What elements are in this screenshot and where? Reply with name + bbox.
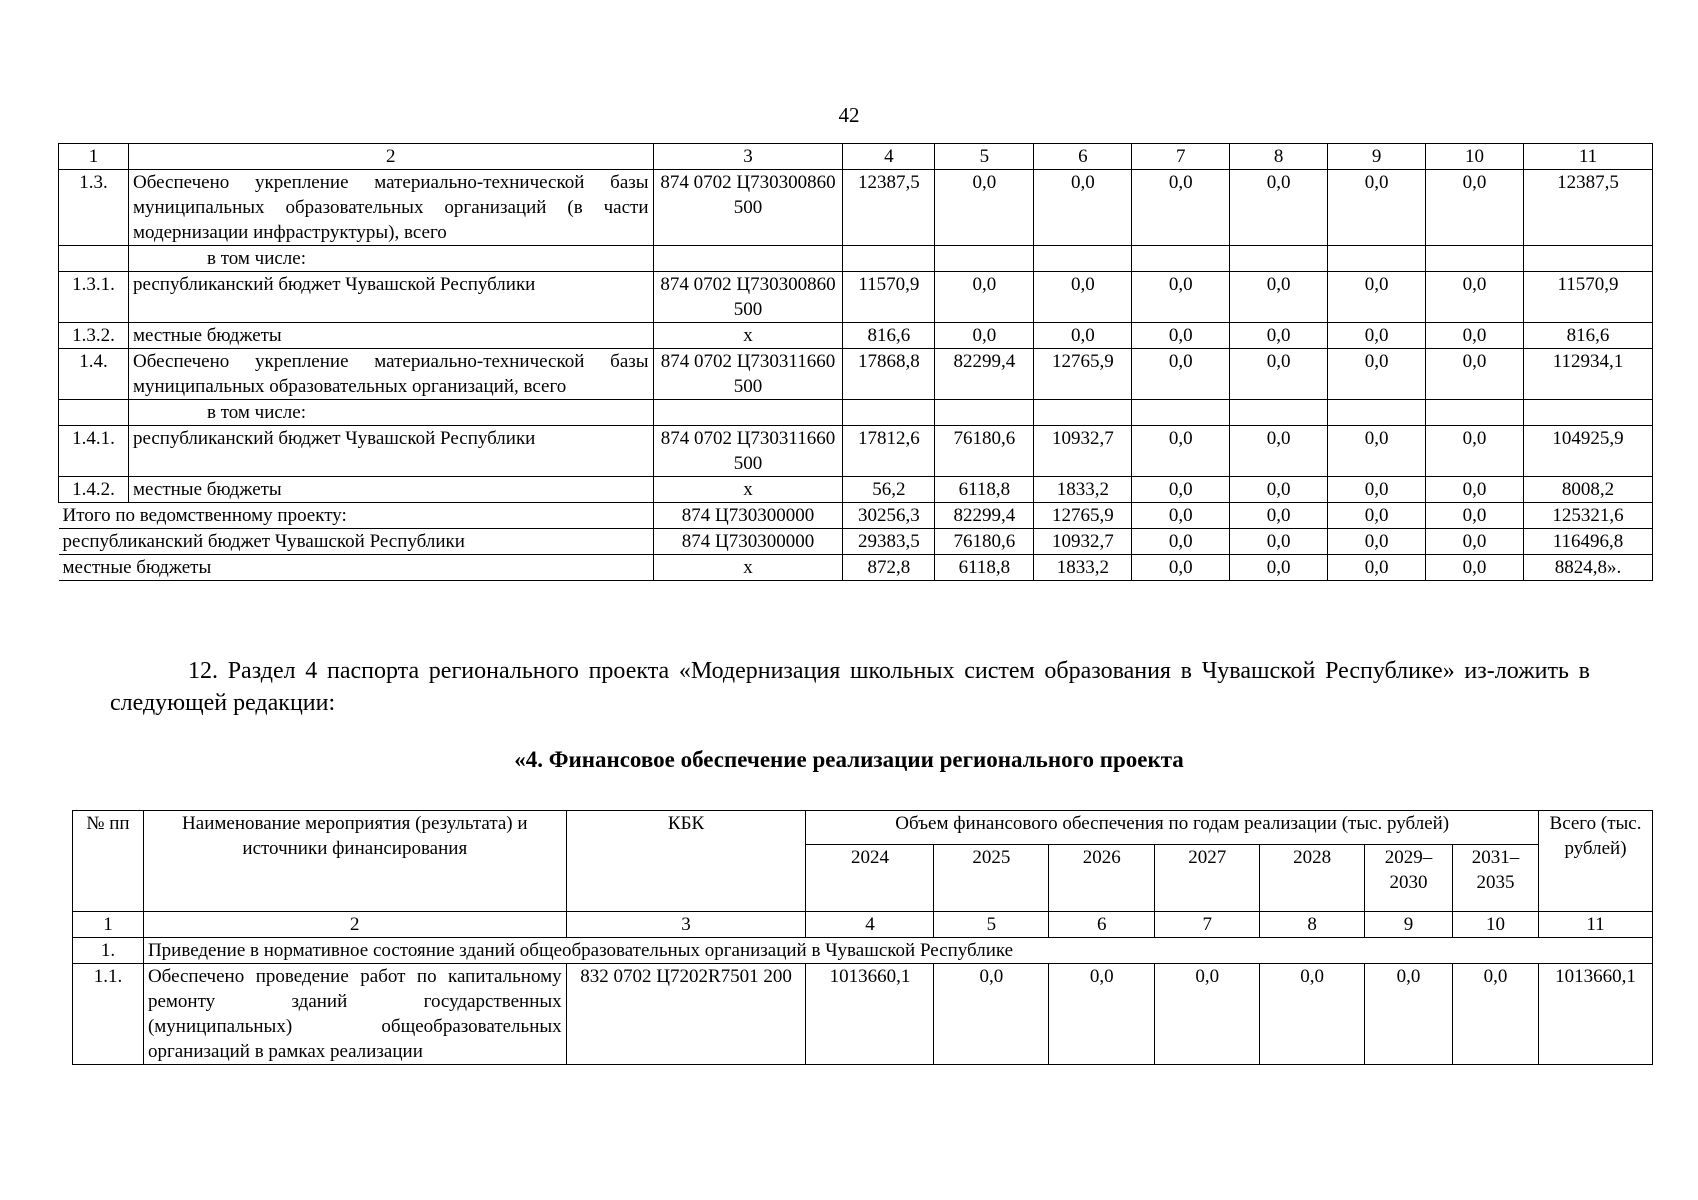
table-row [59, 349, 1653, 400]
row-value: 816,6 [843, 323, 935, 349]
row-value: 0,0 [935, 272, 1034, 323]
row-value: 0,0 [1132, 323, 1230, 349]
row-empty-cell [1034, 246, 1132, 272]
col-num-9: 9 [1365, 912, 1453, 938]
row-value: 82299,4 [935, 349, 1034, 400]
row-value: 76180,6 [935, 426, 1034, 477]
row-value: 12387,5 [1523, 170, 1652, 246]
row-value: 116496,8 [1523, 529, 1652, 555]
row-value: 872,8 [843, 555, 935, 581]
row-value: 82299,4 [935, 503, 1034, 529]
row-empty-cell [653, 400, 843, 426]
row-value: 0,0 [1132, 555, 1230, 581]
row-value: 0,0 [1132, 272, 1230, 323]
row-number: 1.3.1. [59, 272, 129, 323]
table-row [59, 529, 1653, 555]
row-value: 0,0 [1328, 272, 1426, 323]
row-value: 8824,8». [1523, 555, 1652, 581]
row-empty-cell [1328, 400, 1426, 426]
col-num-5: 5 [935, 144, 1034, 170]
header-year: 2027 [1155, 845, 1260, 912]
row-number: 1. [73, 938, 144, 964]
row-value: 0,0 [1230, 529, 1328, 555]
col-num-8: 8 [1230, 144, 1328, 170]
col-num-8: 8 [1260, 912, 1365, 938]
total-label: республиканский бюджет Чувашской Республики [59, 529, 654, 555]
row-value: 0,0 [935, 170, 1034, 246]
row-value: 6118,8 [935, 555, 1034, 581]
col-num-5: 5 [934, 912, 1049, 938]
row-empty-cell [1132, 246, 1230, 272]
row-value: 0,0 [1453, 964, 1539, 1065]
page-number: 42 [838, 103, 860, 127]
row-value: 0,0 [1034, 272, 1132, 323]
row-name: местные бюджеты [128, 323, 653, 349]
row-value: 0,0 [1230, 426, 1328, 477]
row-value: 112934,1 [1523, 349, 1652, 400]
row-value: 0,0 [1328, 529, 1426, 555]
row-value: 0,0 [1426, 529, 1524, 555]
table-row [59, 426, 1653, 477]
header-year: 2028 [1260, 845, 1365, 912]
table-row [59, 170, 1653, 246]
row-value: 30256,3 [843, 503, 935, 529]
row-subheading: в том числе: [128, 400, 653, 426]
row-value: 0,0 [1328, 323, 1426, 349]
table-row [73, 938, 1653, 964]
header-year: 2024 [806, 845, 934, 912]
row-value: 0,0 [1365, 964, 1453, 1065]
row-value: 12765,9 [1034, 349, 1132, 400]
header-year: 2026 [1049, 845, 1155, 912]
row-kbk: 874 Ц730300000 [653, 529, 843, 555]
row-value: 0,0 [1230, 477, 1328, 503]
row-value: 0,0 [1260, 964, 1365, 1065]
row-number [59, 246, 129, 272]
row-value: 0,0 [1155, 964, 1260, 1065]
row-empty-cell [653, 246, 843, 272]
table-row [59, 555, 1653, 581]
row-subheading: в том числе: [128, 246, 653, 272]
col-num-1: 1 [73, 912, 144, 938]
row-number: 1.4.1. [59, 426, 129, 477]
row-value: 0,0 [1426, 503, 1524, 529]
col-num-7: 7 [1155, 912, 1260, 938]
row-value: 1833,2 [1034, 477, 1132, 503]
table-row [59, 323, 1653, 349]
col-num-3: 3 [566, 912, 806, 938]
column-number-row [59, 144, 1653, 170]
regional-project-finance-table [72, 810, 1653, 1065]
row-value: 0,0 [1132, 503, 1230, 529]
row-name: Приведение в нормативное состояние зданий общеобразовательных организаций в Чувашской Республике [143, 938, 1652, 964]
row-value: 0,0 [1426, 323, 1524, 349]
row-value: 104925,9 [1523, 426, 1652, 477]
row-number: 1.1. [73, 964, 144, 1065]
row-kbk: 874 0702 Ц730300860 500 [653, 272, 843, 323]
col-num-1: 1 [59, 144, 129, 170]
total-label: местные бюджеты [59, 555, 654, 581]
total-label: Итого по ведомственному проекту: [59, 503, 654, 529]
row-value: 10932,7 [1034, 529, 1132, 555]
col-num-6: 6 [1049, 912, 1155, 938]
row-value: 76180,6 [935, 529, 1034, 555]
col-num-9: 9 [1328, 144, 1426, 170]
row-value: 11570,9 [1523, 272, 1652, 323]
row-kbk: х [653, 323, 843, 349]
header-row-1 [73, 811, 1653, 845]
row-empty-cell [1328, 246, 1426, 272]
row-value: 0,0 [1426, 349, 1524, 400]
row-value: 1013660,1 [1538, 964, 1652, 1065]
row-name: местные бюджеты [128, 477, 653, 503]
row-value: 56,2 [843, 477, 935, 503]
table-row [59, 503, 1653, 529]
row-kbk: 874 0702 Ц730300860 500 [653, 170, 843, 246]
row-empty-cell [843, 246, 935, 272]
row-value: 0,0 [1426, 555, 1524, 581]
row-value: 12765,9 [1034, 503, 1132, 529]
row-empty-cell [843, 400, 935, 426]
row-value: 0,0 [1230, 555, 1328, 581]
row-value: 0,0 [1132, 349, 1230, 400]
row-value: 17812,6 [843, 426, 935, 477]
row-name: Обеспечено укрепление материально-технической базы муниципальных образовательных организаций, всего [128, 349, 653, 400]
row-value: 10932,7 [1034, 426, 1132, 477]
header-name: Наименование мероприятия (результата) и источники финансирования [143, 811, 566, 912]
row-kbk: х [653, 555, 843, 581]
row-value: 29383,5 [843, 529, 935, 555]
row-value: 0,0 [1328, 503, 1426, 529]
row-value: 816,6 [1523, 323, 1652, 349]
column-number-row [73, 912, 1653, 938]
col-num-4: 4 [806, 912, 934, 938]
row-value: 0,0 [1132, 529, 1230, 555]
row-empty-cell [1523, 246, 1652, 272]
col-num-11: 11 [1523, 144, 1652, 170]
row-value: 0,0 [1132, 477, 1230, 503]
row-value: 0,0 [1426, 272, 1524, 323]
row-value: 0,0 [1426, 170, 1524, 246]
row-value: 17868,8 [843, 349, 935, 400]
row-value: 0,0 [1328, 555, 1426, 581]
row-kbk: х [653, 477, 843, 503]
row-value: 0,0 [1426, 477, 1524, 503]
row-value: 0,0 [1230, 503, 1328, 529]
row-name: республиканский бюджет Чувашской Республики [128, 426, 653, 477]
col-num-10: 10 [1426, 144, 1524, 170]
row-value: 8008,2 [1523, 477, 1652, 503]
row-empty-cell [935, 400, 1034, 426]
row-value: 0,0 [1132, 170, 1230, 246]
row-value: 11570,9 [843, 272, 935, 323]
header-total: Всего (тыс. рублей) [1538, 811, 1652, 912]
row-value: 0,0 [1034, 170, 1132, 246]
row-kbk: 832 0702 Ц7202R7501 200 [566, 964, 806, 1065]
col-num-4: 4 [843, 144, 935, 170]
table-row [59, 400, 1653, 426]
row-value: 1833,2 [1034, 555, 1132, 581]
table-row [59, 246, 1653, 272]
header-num: № пп [73, 811, 144, 912]
row-empty-cell [1230, 400, 1328, 426]
row-value: 1013660,1 [806, 964, 934, 1065]
row-value: 125321,6 [1523, 503, 1652, 529]
row-value: 6118,8 [935, 477, 1034, 503]
row-empty-cell [935, 246, 1034, 272]
col-num-2: 2 [143, 912, 566, 938]
row-value: 0,0 [1230, 272, 1328, 323]
row-value: 0,0 [1132, 426, 1230, 477]
header-year: 2031–2035 [1453, 845, 1539, 912]
row-value: 0,0 [1328, 170, 1426, 246]
row-number: 1.4. [59, 349, 129, 400]
row-value: 0,0 [1230, 323, 1328, 349]
row-value: 0,0 [1230, 349, 1328, 400]
col-num-6: 6 [1034, 144, 1132, 170]
table-row [59, 272, 1653, 323]
section-title: «4. Финансовое обеспечение реализации регионального проекта [514, 747, 1184, 772]
header-year: 2029–2030 [1365, 845, 1453, 912]
row-empty-cell [1426, 400, 1524, 426]
col-num-2: 2 [128, 144, 653, 170]
header-kbk: КБК [566, 811, 806, 912]
continued-finance-table [58, 143, 1653, 581]
amendment-paragraph: 12. Раздел 4 паспорта регионального проекта «Модернизация школьных систем образования в Чувашской Республике» из-ложить в следующей редакции: [110, 658, 1590, 716]
row-number: 1.3.2. [59, 323, 129, 349]
row-kbk: 874 0702 Ц730311660 500 [653, 426, 843, 477]
col-num-10: 10 [1453, 912, 1539, 938]
row-number: 1.4.2. [59, 477, 129, 503]
table-row [59, 477, 1653, 503]
row-name: Обеспечено проведение работ по капитальному ремонту зданий государственных (муниципальных) общеобразовательных организаций в рамках реализации [143, 964, 566, 1065]
header-year: 2025 [934, 845, 1049, 912]
row-name: республиканский бюджет Чувашской Республики [128, 272, 653, 323]
row-empty-cell [1132, 400, 1230, 426]
row-empty-cell [1034, 400, 1132, 426]
table1-body [59, 170, 1653, 581]
col-num-3: 3 [653, 144, 843, 170]
row-value: 0,0 [1328, 349, 1426, 400]
row-empty-cell [1523, 400, 1652, 426]
row-kbk: 874 0702 Ц730311660 500 [653, 349, 843, 400]
row-value: 0,0 [1426, 426, 1524, 477]
row-empty-cell [1230, 246, 1328, 272]
row-name: Обеспечено укрепление материально-технической базы муниципальных образовательных организаций (в части модернизации инфраструктуры), всего [128, 170, 653, 246]
col-num-11: 11 [1538, 912, 1652, 938]
row-value: 0,0 [1034, 323, 1132, 349]
row-value: 0,0 [1328, 477, 1426, 503]
page-background [0, 1072, 1698, 1200]
row-kbk: 874 Ц730300000 [653, 503, 843, 529]
header-volume: Объем финансового обеспечения по годам реализации (тыс. рублей) [806, 811, 1539, 845]
row-value: 0,0 [1230, 170, 1328, 246]
table-row [73, 964, 1653, 1065]
row-number [59, 400, 129, 426]
col-num-7: 7 [1132, 144, 1230, 170]
row-value: 0,0 [934, 964, 1049, 1065]
row-empty-cell [1426, 246, 1524, 272]
row-value: 0,0 [1049, 964, 1155, 1065]
row-value: 0,0 [1328, 426, 1426, 477]
row-value: 0,0 [935, 323, 1034, 349]
row-number: 1.3. [59, 170, 129, 246]
row-value: 12387,5 [843, 170, 935, 246]
